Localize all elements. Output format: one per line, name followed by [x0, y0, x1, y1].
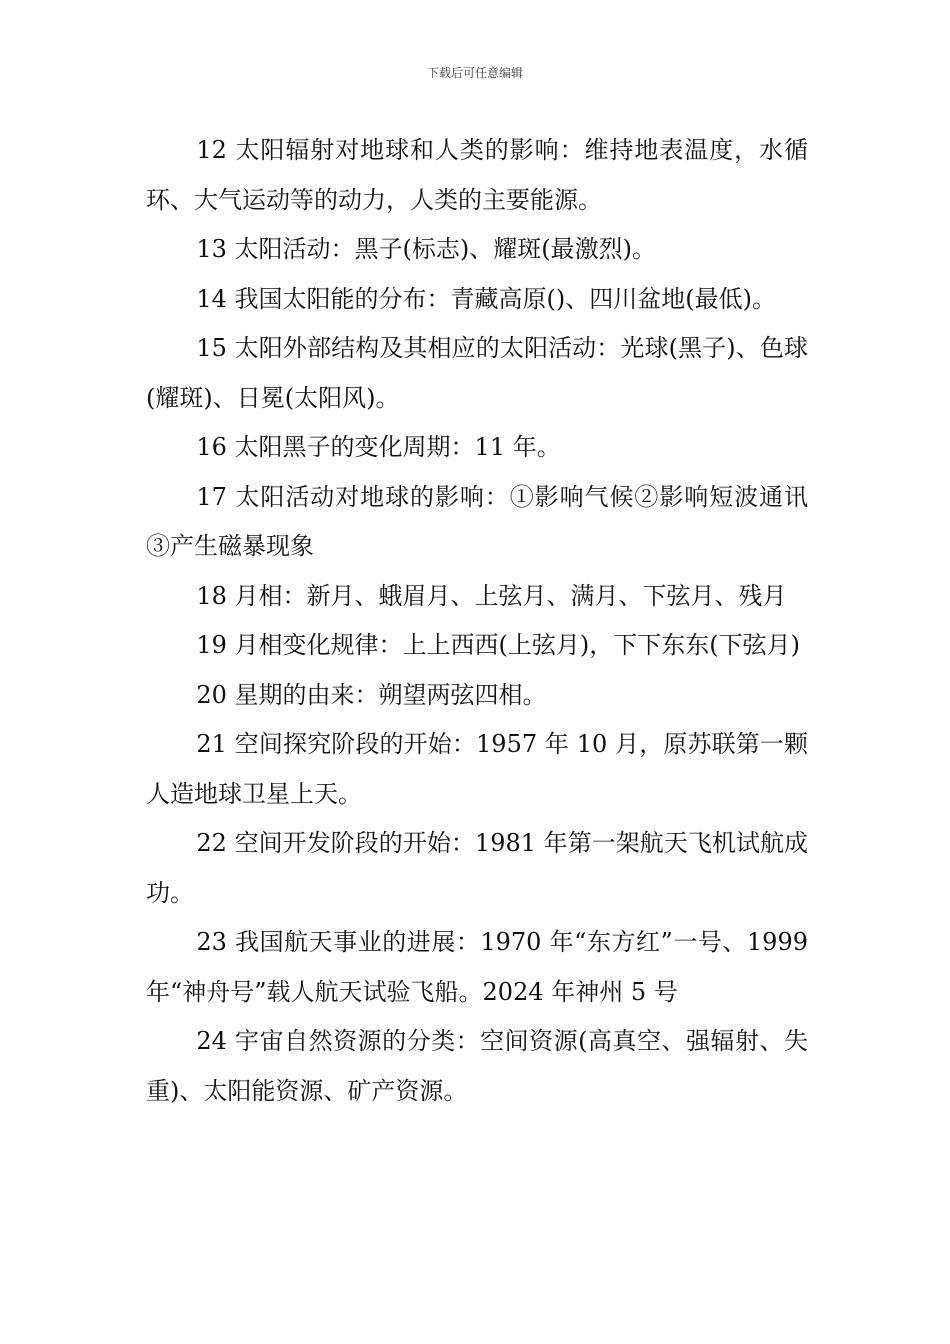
page-header: 下载后可任意编辑 [426, 66, 523, 80]
paragraph-21: 21 空间探究阶段的开始：1957 年 10 月，原苏联第一颗人造地球卫星上天。 [146, 730, 808, 808]
paragraph-18: 18 月相：新月、蛾眉月、上弦月、满月、下弦月、残月 [196, 581, 787, 610]
paragraph-16: 16 太阳黑子的变化周期：11 年。 [196, 433, 561, 461]
paragraph-17: 17 太阳活动对地球的影响：①影响气候②影响短波通讯③产生磁暴现象 [146, 482, 808, 560]
paragraph-14: 14 我国太阳能的分布：青藏高原()、四川盆地(最低)。 [196, 284, 777, 313]
paragraph-23: 23 我国航天事业的进展：1970 年“东方红”一号、1999 年“神舟号”载人航天试验飞船。2024 年神州 5 号 [146, 928, 808, 1006]
paragraph-24: 24 宇宙自然资源的分类：空间资源(高真空、强辐射、失重)、太阳能资源、矿产资源。 [146, 1027, 808, 1105]
paragraph-15: 15 太阳外部结构及其相应的太阳活动：光球(黑子)、色球(耀斑)、日冕(太阳风)。 [146, 334, 808, 412]
paragraph-20: 20 星期的由来：朔望两弦四相。 [196, 680, 547, 709]
paragraph-13: 13 太阳活动：黑子(标志)、耀斑(最激烈)。 [196, 235, 657, 263]
paragraph-12: 12 太阳辐射对地球和人类的影响：维持地表温度，水循环、大气运动等的动力，人类的主要能源。 [146, 136, 808, 214]
paragraph-19: 19 月相变化规律：上上西西(上弦月)，下下东东(下弦月) [196, 631, 801, 659]
paragraph-22: 22 空间开发阶段的开始：1981 年第一架航天飞机试航成功。 [146, 829, 808, 907]
document-body [146, 126, 808, 1116]
